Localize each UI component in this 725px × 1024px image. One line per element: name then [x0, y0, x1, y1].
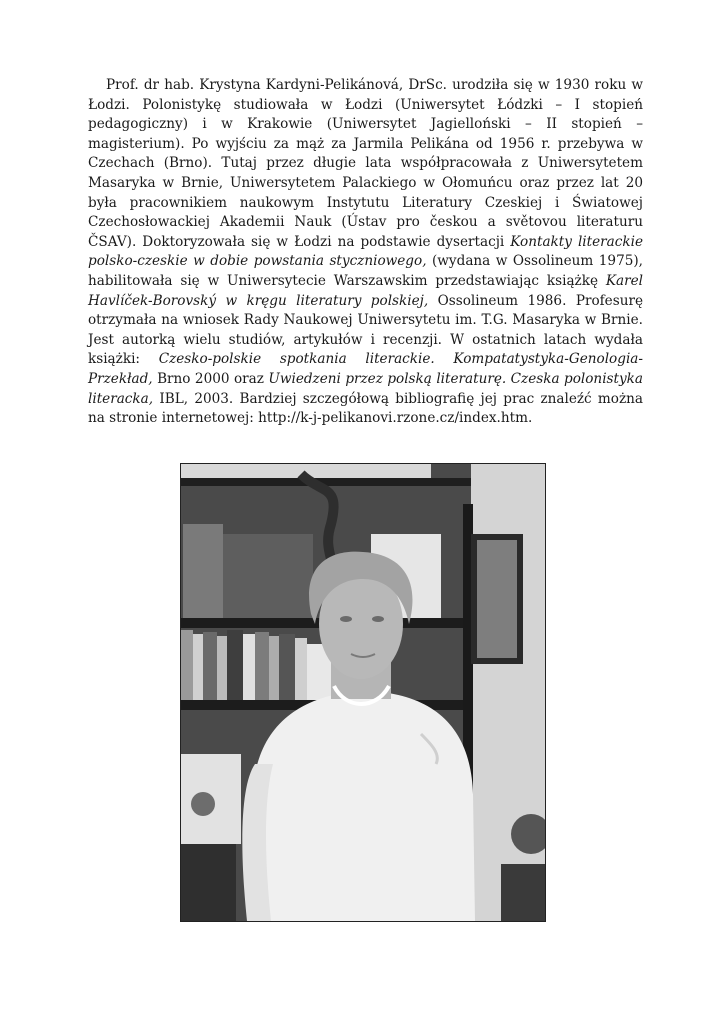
bio-title-spotkania: Czesko-polskie spotkania literackie. Kompatatystyka-Genologia-Przekład,	[88, 351, 643, 387]
calendar-picture	[191, 792, 215, 816]
painting-canvas	[477, 540, 517, 658]
bio-text-1: Prof. dr hab. Krystyna Kardyni-Pelikánová, DrSc. urodziła się w 1930 roku w Łodzi. Polonistykę studiowała w Łodzi (Uniwersytet Łódzki – I stopień pedagogiczny) i w Krakowie (Uniwersytet Jagielloński – II stopień – magisterium). Po wyjściu za mąż za Jarmila Pelikána od 1956 r. przebywa w Czechach (Brno). Tutaj przez długie lata współpracowała z Uniwersytetem Masaryka w Brnie, Uniwersytetem Palackiego w Ołomuńcu oraz przez lat 20 była pracownikiem naukowym Instytutu Literatury Czeskiej i Światowej Czechosłowackiej Akademii Nauk (Ústav pro českou a světovou literaturu ČSAV). Doktoryzowała się w Łodzi na podstawie dysertacji	[88, 77, 643, 250]
plant-pot	[501, 864, 545, 921]
eye-left	[340, 616, 352, 622]
bio-text-5: IBL, 2003. Bardziej szczegółową bibliografię jej prac znaleźć można na stronie internetowej: http://k-j-pelikanovi.rzone.cz/index.htm.	[88, 390, 643, 427]
lower-cabinet	[181, 844, 236, 921]
eye-right	[372, 616, 384, 622]
bio-text-3: Ossolineum 1986. Profesurę otrzymała na wniosek Rady Naukowej Uniwersytetu im. T.G. Masaryka w Brnie. Jest autorką wielu studiów, artykułów i recenzji. W ostatnich latach wydała książki:	[88, 292, 643, 368]
sweater	[251, 692, 475, 921]
books-upper-left	[183, 524, 223, 618]
biography-paragraph	[88, 76, 643, 429]
frame-upper	[223, 534, 313, 618]
portrait-illustration	[181, 464, 545, 921]
bio-title-dissertation: Kontakty literackie polsko-czeskie w dobie powstania styczniowego,	[88, 233, 643, 270]
bio-title-havlicek: Karel Havlíček-Borovský w kręgu literatury polskiej,	[88, 272, 643, 309]
portrait-photo	[180, 463, 546, 922]
bio-title-uwiedzeni: Uwiedzeni przez polską literaturę. Czeska polonistyka literacka,	[88, 370, 643, 407]
bio-text-2: (wydana w Ossolineum 1975), habilitowała się w Uniwersytecie Warszawskim przedstawiając książkę	[88, 253, 643, 289]
bio-text-4: Brno 2000 oraz	[152, 370, 269, 387]
